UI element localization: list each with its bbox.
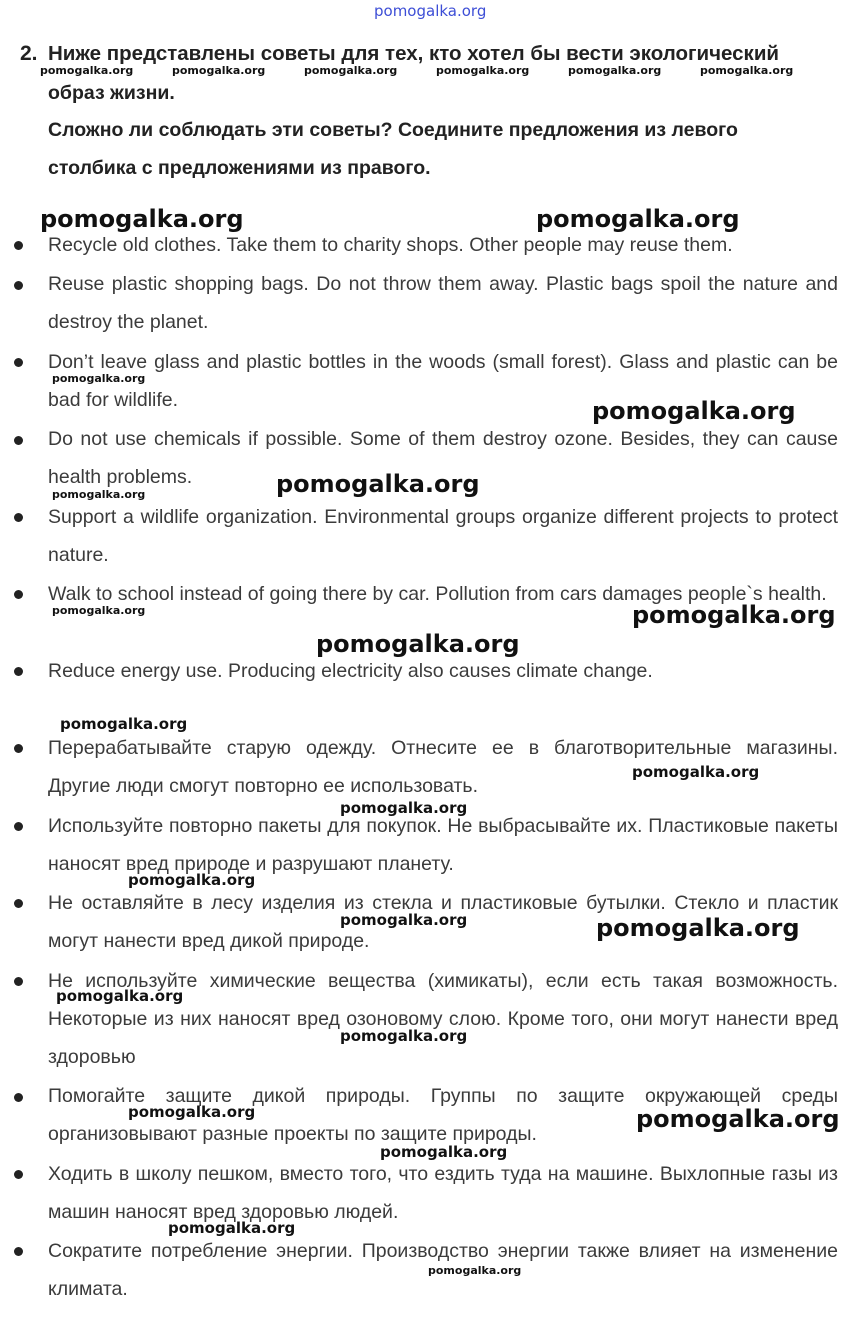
bullet [14,899,23,908]
watermark: pomogalka.org [168,1219,296,1237]
watermark: pomogalka.org [56,987,184,1005]
bullet [14,744,23,753]
english-tip: Reuse plastic shopping bags. Do not throw them away. Plastic bags spoil the nature and destroy the planet. [48,273,838,333]
task-line-2: образ жизни. [48,82,175,104]
watermark: pomogalka.org [636,1105,840,1133]
bullet [14,513,23,522]
watermark: pomogalka.org [128,1103,256,1121]
task-line-1: Ниже представлены советы для тех, кто хотел бы вести экологический [48,42,780,65]
bullet [14,281,23,290]
bullet [14,358,23,367]
watermark: pomogalka.org [52,372,146,385]
watermark: pomogalka.org [536,205,740,233]
bullet [14,822,23,831]
watermark: pomogalka.org [276,470,480,498]
russian-tip: Сократите потребление энергии. Производство энергии также влияет на изменение климата. [48,1240,838,1300]
watermark: pomogalka.org [128,871,256,889]
bullet [14,436,23,445]
watermark: pomogalka.org [340,799,468,817]
bullet [14,241,23,250]
bullet [14,667,23,676]
bullet [14,977,23,986]
russian-tip: Помогайте защите дикой природы. Группы по защите окружающей среды организовывают разные проекты по защите природы. [48,1085,838,1145]
russian-tip: Не используйте химические вещества (химикаты), если есть такая возможность. Некоторые из них наносят вред озоновому слою. Кроме того, они могут нанести вред здоровью [48,970,838,1068]
russian-tip: Ходить в школу пешком, вместо того, что ездить туда на машине. Выхлопные газы из машин наносят вред здоровью людей. [48,1163,838,1223]
watermark: pomogalka.org [304,64,398,77]
watermark: pomogalka.org [632,601,836,629]
bullet [14,1247,23,1256]
english-tip: Support a wildlife organization. Environmental groups organize different projects to protect nature. [48,506,838,566]
bullet [14,590,23,599]
bullet [14,1093,23,1102]
english-tip: Walk to school instead of going there by car. Pollution from cars damages people`s health. [48,583,827,605]
watermark: pomogalka.org [52,488,146,501]
english-tip: Recycle old clothes. Take them to charity shops. Other people may reuse them. [48,234,733,256]
russian-tip: Используйте повторно пакеты для покупок. Не выбрасывайте их. Пластиковые пакеты наносят вред природе и разрушают планету. [48,815,838,875]
watermark: pomogalka.org [568,64,662,77]
watermark: pomogalka.org [172,64,266,77]
watermark: pomogalka.org [40,64,134,77]
russian-tip: Не оставляйте в лесу изделия из стекла и пластиковые бутылки. Стекло и пластик могут нанести вред дикой природе. [48,892,838,952]
bullet [14,1170,23,1179]
watermark: pomogalka.org [340,911,468,929]
english-tip: Reduce energy use. Producing electricity also causes climate change. [48,660,653,682]
watermark: pomogalka.org [428,1264,522,1277]
watermark: pomogalka.org [596,914,800,942]
watermark: pomogalka.org [316,630,520,658]
task-number: 2. [20,42,38,65]
site-header-link[interactable]: pomogalka.org [374,2,487,20]
english-tip: Do not use chemicals if possible. Some of them destroy ozone. Besides, they can cause health problems. [48,428,838,488]
watermark: pomogalka.org [632,763,760,781]
watermark: pomogalka.org [52,604,146,617]
watermark: pomogalka.org [592,397,796,425]
watermark: pomogalka.org [60,715,188,733]
watermark: pomogalka.org [436,64,530,77]
task-line-4: столбика с предложениями из правого. [48,157,431,179]
russian-tip: Перерабатывайте старую одежду. Отнесите ее в благотворительные магазины. Другие люди смогут повторно ее использовать. [48,737,838,797]
watermark: pomogalka.org [340,1027,468,1045]
task-line-3: Сложно ли соблюдать эти советы? Соедините предложения из левого [48,119,738,141]
watermark: pomogalka.org [700,64,794,77]
watermark: pomogalka.org [40,205,244,233]
watermark: pomogalka.org [380,1143,508,1161]
english-tip: Don’t leave glass and plastic bottles in the woods (small forest). Glass and plastic can be bad for wildlife. [48,351,838,411]
